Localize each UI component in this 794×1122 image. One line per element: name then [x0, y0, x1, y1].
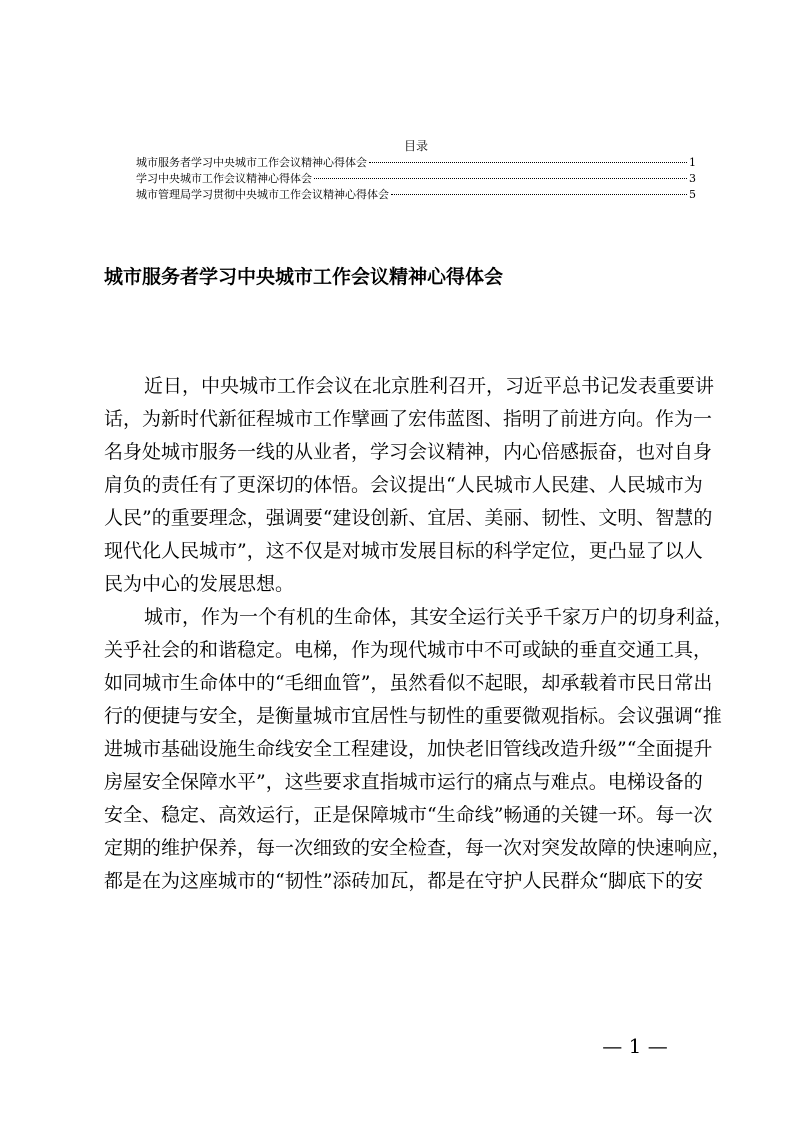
body-line: 名身处城市服务一线的从业者，学习会议精神，内心倍感振奋，也对自身 [104, 441, 713, 463]
toc-entry-label: 城市管理局学习贯彻中央城市工作会议精神心得体会 [136, 188, 389, 201]
toc-entry[interactable] [136, 187, 696, 203]
body-line: 城市，作为一个有机的生命体，其安全运行关乎千家万户的切身利益， [144, 606, 734, 628]
toc-entry[interactable] [136, 155, 696, 171]
article-title: 城市服务者学习中央城市工作会议精神心得体会 [104, 266, 504, 288]
toc-dot-leader [391, 194, 687, 195]
body-line: 肩负的责任有了更深切的体悟。会议提出“人民城市人民建、人民城市为 [104, 474, 703, 496]
article-body [104, 370, 734, 898]
body-line: 如同城市生命体中的“毛细血管”，虽然看似不起眼，却承载着市民日常出 [104, 672, 713, 694]
table-of-contents [136, 137, 696, 203]
toc-entry-page: 5 [689, 188, 696, 201]
toc-entry-label: 城市服务者学习中央城市工作会议精神心得体会 [136, 156, 367, 169]
body-line: 现代化人民城市”，这不仅是对城市发展目标的科学定位，更凸显了以人 [104, 540, 703, 562]
body-line: 话，为新时代新征程城市工作擘画了宏伟蓝图、指明了前进方向。作为一 [104, 408, 713, 430]
body-line: 房屋安全保障水平”，这些要求直指城市运行的痛点与难点。电梯设备的 [104, 771, 703, 793]
body-line: 关乎社会的和谐稳定。电梯，作为现代城市中不可或缺的垂直交通工具， [104, 639, 713, 661]
body-line: 民为中心的发展思想。 [104, 573, 295, 595]
toc-dot-leader [314, 178, 687, 179]
toc-entry-page: 1 [689, 156, 696, 169]
toc-entry-label: 学习中央城市工作会议精神心得体会 [136, 172, 312, 185]
body-line: 定期的维护保养，每一次细致的安全检查，每一次对突发故障的快速响应， [104, 837, 732, 859]
body-line: 都是在为这座城市的“韧性”添砖加瓦，都是在守护人民群众“脚底下的安 [104, 870, 704, 892]
toc-entry[interactable] [136, 171, 696, 187]
body-line: 近日，中央城市工作会议在北京胜利召开，习近平总书记发表重要讲 [144, 375, 715, 397]
body-line: 进城市基础设施生命线安全工程建设，加快老旧管线改造升级”“全面提升 [104, 738, 713, 760]
toc-dot-leader [369, 162, 687, 163]
body-line: 安全、稳定、高效运行，正是保障城市“生命线”畅通的关键一环。每一次 [104, 804, 713, 826]
toc-title: 目录 [403, 139, 428, 153]
page-number: — 1 — [602, 1034, 668, 1058]
toc-entry-page: 3 [689, 172, 696, 185]
body-line: 人民”的重要理念，强调要“建设创新、宜居、美丽、韧性、文明、智慧的 [104, 507, 713, 529]
body-line: 行的便捷与安全，是衡量城市宜居性与韧性的重要微观指标。会议强调“推 [104, 705, 722, 727]
